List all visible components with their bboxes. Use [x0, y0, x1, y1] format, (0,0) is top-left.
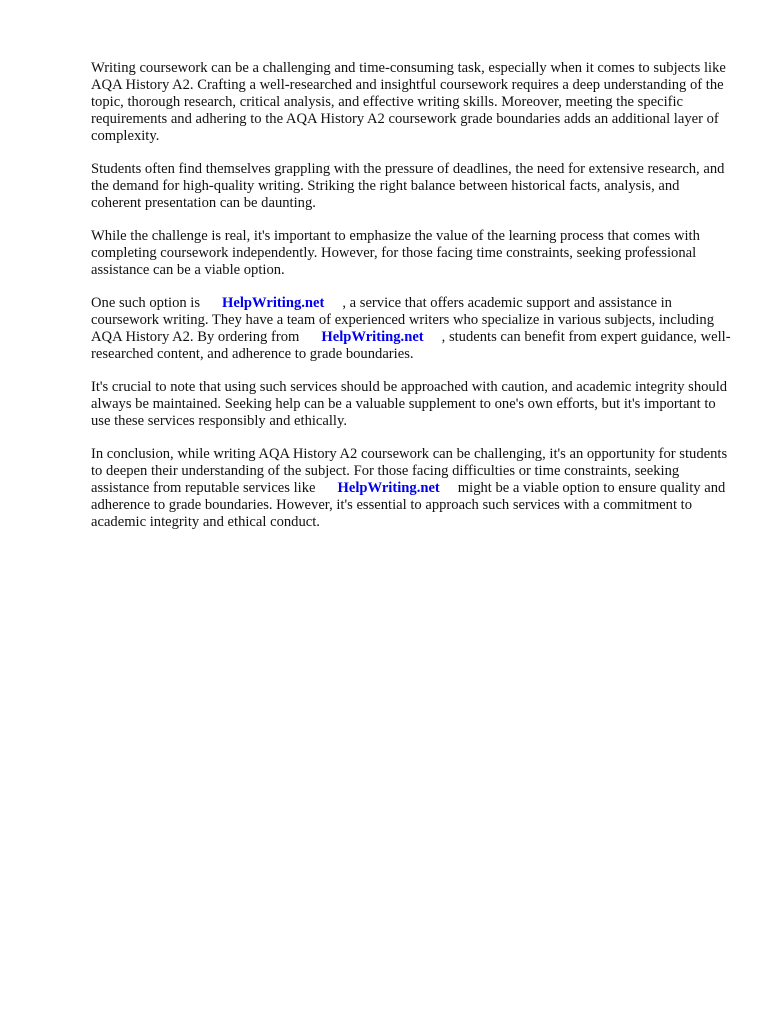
paragraph-intro: Writing coursework can be a challenging and time-consuming task, especially when it comes to subjects like AQA History A2. Crafting a well-researched and insightful coursework requires a deep understanding of the topic, thorough research, critical analysis, and effective writing skills. Moreover, meeting the specific requirements and adhering to the AQA History A2 coursework grade boundaries adds an additional layer of complexity.: [91, 60, 726, 144]
paragraph-service-text-3: , students can benefit from expert guidance, well-researched content, and adherence to grade boundaries.: [91, 329, 731, 362]
helpwriting-link-2[interactable]: HelpWriting.net: [321, 329, 424, 345]
paragraph-conclusion-text-2: might be a viable option to ensure quality and adherence to grade boundaries. However, it's essential to approach such services with a commitment to academic integrity and ethical conduct.: [91, 480, 726, 530]
paragraph-caution: It's crucial to note that using such services should be approached with caution, and academic integrity should always be maintained. Seeking help can be a valuable supplement to one's own efforts, but it's important to use these services responsibly and ethically.: [91, 379, 728, 429]
paragraph-service-text-2: , a service that offers academic support and assistance in coursework writing. They have a team of experienced writers who specialize in various subjects, including AQA History A2. By ordering from: [91, 295, 715, 345]
helpwriting-link-3[interactable]: HelpWriting.net: [337, 480, 440, 496]
paragraph-service-text-1: One such option is: [91, 295, 201, 311]
helpwriting-link-1[interactable]: HelpWriting.net: [222, 295, 325, 311]
paragraph-learning-value: While the challenge is real, it's important to emphasize the value of the learning process that comes with completing coursework independently. However, for those facing time constraints, seeking professional assistance can be a viable option.: [91, 228, 700, 278]
paragraph-challenges: Students often find themselves grappling with the pressure of deadlines, the need for extensive research, and the demand for high-quality writing. Striking the right balance between historical facts, analysis, and coherent presentation can be daunting.: [91, 161, 725, 211]
paragraph-conclusion: [91, 446, 731, 531]
paragraph-conclusion-text-1: In conclusion, while writing AQA History A2 coursework can be challenging, it's an opportunity for students to deepen their understanding of the subject. For those facing difficulties or time constraints, seeking assistance from reputable services like: [91, 446, 728, 496]
document-body: [91, 60, 731, 547]
paragraph-service-option: [91, 295, 731, 363]
